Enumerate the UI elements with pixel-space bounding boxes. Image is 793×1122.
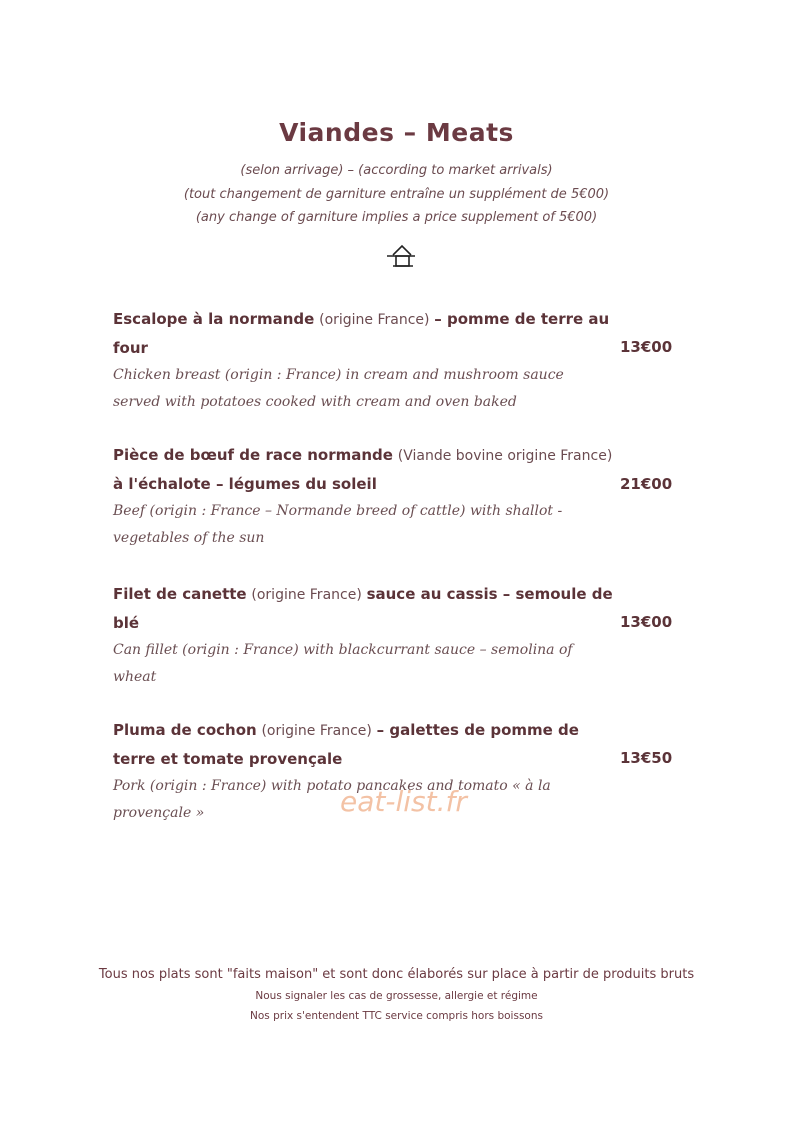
footer-prices: Nos prix s'entendent TTC service compris hors boissons [250, 1010, 543, 1022]
dish-canette [113, 580, 613, 691]
subtitle-market: (selon arrivage) – (according to market arrivals) [240, 163, 553, 178]
dish-name: Pluma de cochon [113, 721, 257, 739]
dish-price: 13€50 [620, 749, 673, 767]
dish-origin: (origine France) [251, 587, 362, 603]
dish-escalope [113, 305, 613, 416]
dish-description: Can fillet (origin : France) with blackcurrant sauce – semolina of wheat [113, 642, 573, 685]
dish-title [113, 580, 613, 637]
dish-description: Pork (origin : France) with potato pancakes and tomato « à la provençale » [113, 778, 551, 821]
dish-price: 13€00 [620, 338, 673, 356]
page-title: Viandes – Meats [279, 118, 514, 147]
dish-origin: (origine France) [261, 723, 372, 739]
watermark: eat-list.fr [340, 785, 467, 818]
dish-title [113, 441, 613, 498]
dish-origin: (origine France) [319, 312, 430, 328]
dish-garnish: – pomme de terre au four [113, 310, 610, 357]
dish-title [113, 305, 613, 362]
dish-name: Filet de canette [113, 585, 247, 603]
dish-price: 13€00 [620, 613, 673, 631]
house-icon [385, 243, 417, 269]
dish-origin: (Viande bovine origine France) [397, 448, 613, 464]
dish-description: Chicken breast (origin : France) in cream and mushroom sauce served with potatoes cooked with cream and oven baked [113, 367, 564, 410]
footer-allergy: Nous signaler les cas de grossesse, allergie et régime [255, 990, 538, 1002]
dish-boeuf [113, 441, 613, 552]
dish-garnish: à l'échalote – légumes du soleil [113, 475, 377, 493]
footer-homemade: Tous nos plats sont "faits maison" et sont donc élaborés sur place à partir de produits bruts [98, 967, 695, 982]
dish-garnish: sauce au cassis – semoule de blé [113, 585, 613, 632]
dish-name: Escalope à la normande [113, 310, 315, 328]
dish-title [113, 716, 613, 773]
dish-description: Beef (origin : France – Normande breed of cattle) with shallot - vegetables of the sun [113, 503, 563, 546]
dish-garnish: – galettes de pomme de terre et tomate provençale [113, 721, 579, 768]
subtitle-supplement-fr: (tout changement de garniture entraîne un supplément de 5€00) [183, 187, 610, 202]
subtitle-supplement-en: (any change of garniture implies a price supplement of 5€00) [195, 210, 598, 225]
dish-price: 21€00 [620, 475, 673, 493]
dish-name: Pièce de bœuf de race normande [113, 446, 393, 464]
